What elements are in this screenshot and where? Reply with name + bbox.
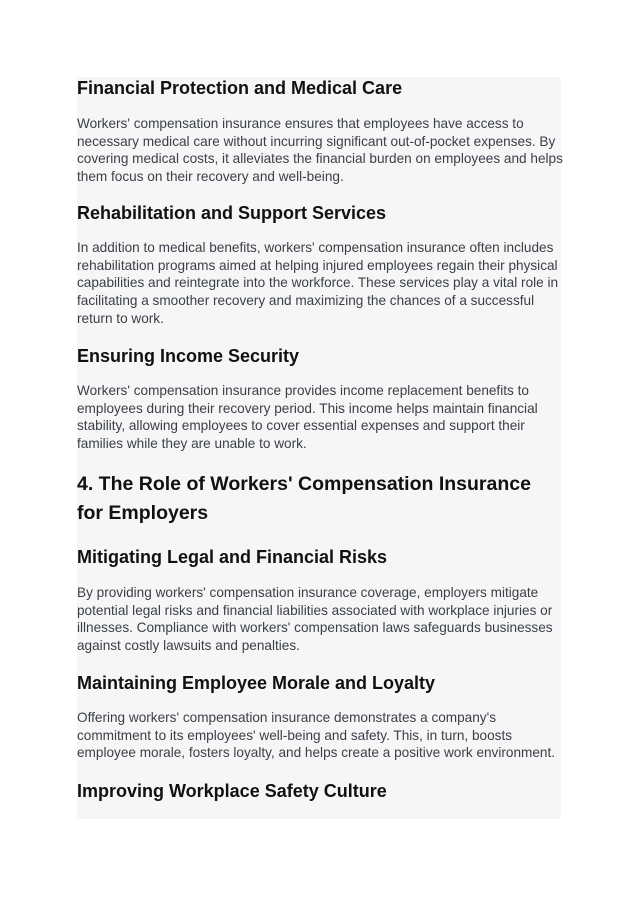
- paragraph-financial-protection: Workers' compensation insurance ensures that employees have access to necessary medical care without incurring significant out-of-pocket expenses. By covering medical costs, it alleviates the financial burden on employees and helps them focus on their recovery and well-being.: [77, 116, 563, 185]
- heading-financial-protection: Financial Protection and Medical Care: [77, 78, 403, 98]
- heading-rehabilitation: Rehabilitation and Support Services: [77, 203, 387, 223]
- section-heading-employers: 4. The Role of Workers' Compensation Insurance for Employers: [77, 473, 531, 524]
- heading-income-security: Ensuring Income Security: [77, 346, 300, 366]
- heading-legal-financial-risks: Mitigating Legal and Financial Risks: [77, 547, 388, 567]
- paragraph-income-security: Workers' compensation insurance provides income replacement benefits to employees during their recovery period. This income helps maintain financial stability, allowing employees to cover essential expenses and support their families while they are unable to work.: [77, 383, 538, 452]
- heading-workplace-safety: Improving Workplace Safety Culture: [77, 781, 387, 801]
- paragraph-employee-morale: Offering workers' compensation insurance demonstrates a company's commitment to its employees' well-being and safety. This, in turn, boosts employee morale, fosters loyalty, and helps create a positive work environment.: [77, 710, 556, 761]
- document-content-block: [77, 77, 561, 819]
- heading-employee-morale: Maintaining Employee Morale and Loyalty: [77, 673, 436, 693]
- paragraph-legal-financial-risks: By providing workers' compensation insurance coverage, employers mitigate potential legal risks and financial liabilities associated with workplace injuries or illnesses. Compliance with workers' compensation laws safeguards businesses against costly lawsuits and penalties.: [77, 585, 553, 654]
- paragraph-rehabilitation: In addition to medical benefits, workers' compensation insurance often includes rehabilitation programs aimed at helping injured employees regain their physical capabilities and reintegrate into the workforce. These services play a vital role in facilitating a smoother recovery and maximizing the chances of a successful return to work.: [77, 240, 559, 326]
